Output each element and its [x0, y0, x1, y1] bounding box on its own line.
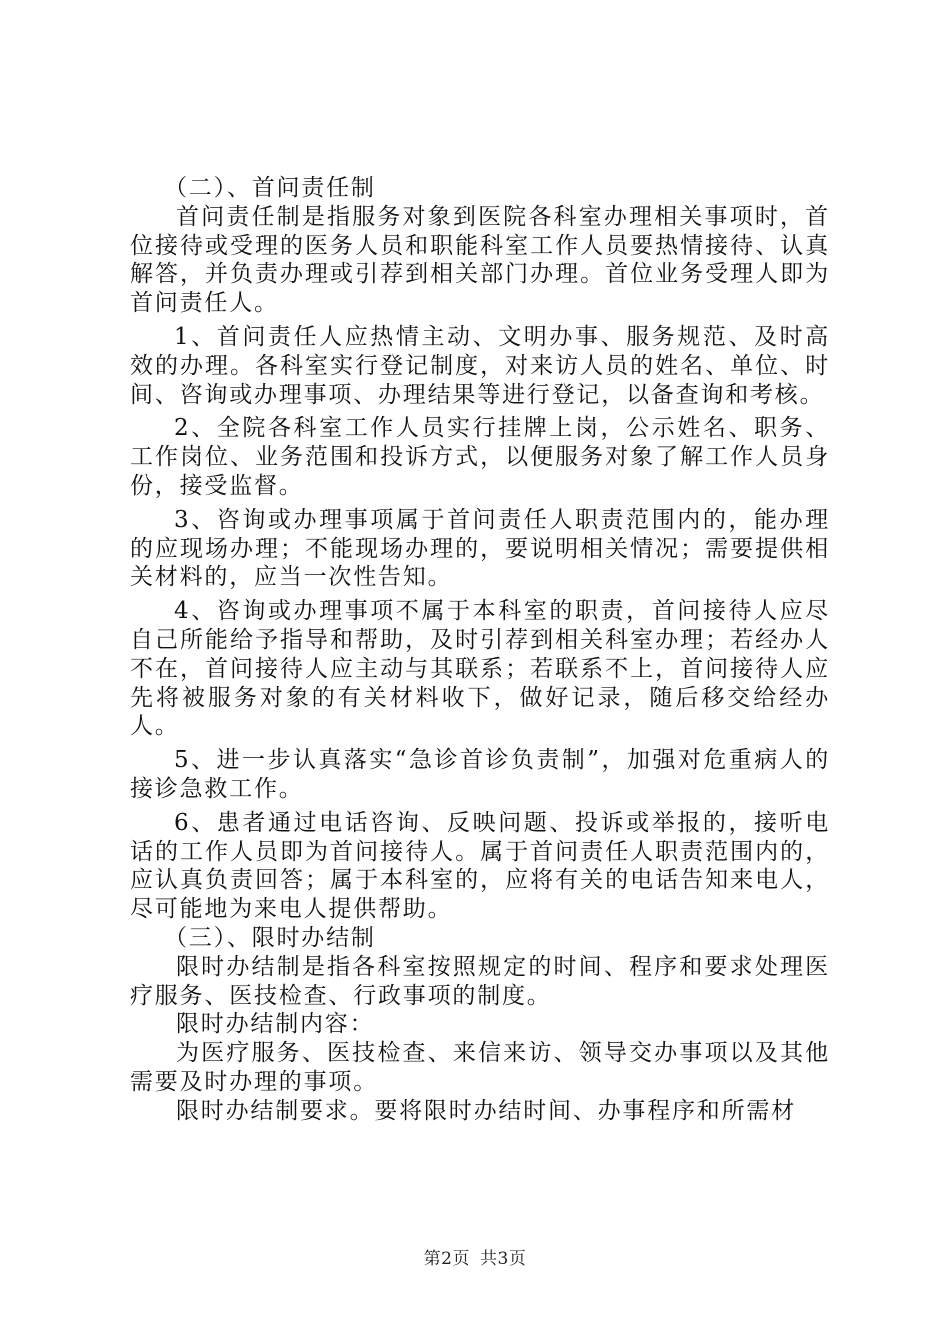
list-item-2: 2、全院各科室工作人员实行挂牌上岗，公示姓名、职务、工作岗位、业务范围和投诉方式，以便服务对象了解工作人员身份，接受监督。	[130, 415, 830, 499]
section-heading-first-inquiry: （二）、首问责任制	[164, 175, 376, 201]
paragraph-first-inquiry-definition: 首问责任制是指服务对象到医院各科室办理相关事项时，首位接待或受理的医务人员和职能科室工作人员要热情接待、认真解答，并负责办理或引荐到相关部门办理。首位业务受理人即为首问责任人。	[130, 203, 830, 317]
page-number: 第2页	[423, 1249, 470, 1269]
page-total: 共3页	[480, 1249, 527, 1269]
paragraph-time-limit-content: 为医疗服务、医技检查、来信来访、领导交办事项以及其他需要及时办理的事项。	[130, 1040, 830, 1095]
section-heading-time-limit: （三）、限时办结制	[164, 924, 376, 951]
paragraph-time-limit-definition: 限时办结制是指各科室按照规定的时间、程序和要求处理医疗服务、医技检查、行政事项的制度。	[130, 953, 830, 1009]
list-item-3: 3、咨询或办理事项属于首问责任人职责范围内的，能办理的应现场办理；不能现场办理的，要说明相关情况；需要提供相关材料的，应当一次性告知。	[130, 506, 830, 591]
document-body	[130, 174, 830, 1126]
paragraph-time-limit-content-label: 限时办结制内容：	[176, 1011, 375, 1038]
list-item-5: 5、进一步认真落实“急诊首诊负责制”，加强对危重病人的接诊急救工作。	[130, 747, 830, 802]
page-footer	[0, 1244, 950, 1269]
list-item-1: 1、首问责任人应热情主动、文明办事、服务规范、及时高效的办理。各科室实行登记制度，对来访人员的姓名、单位、时间、咨询或办理事项、办理结果等进行登记，以备查询和考核。	[130, 323, 830, 408]
paragraph-time-limit-requirements: 限时办结制要求。要将限时办结时间、办事程序和所需材	[176, 1097, 796, 1124]
list-item-4: 4、咨询或办理事项不属于本科室的职责，首问接待人应尽自己所能给予指导和帮助，及时引荐到相关科室办理；若经办人不在，首问接待人应主动与其联系；若联系不上，首问接待人应先将被服务对象的有关材料收下，做好记录，随后移交给经办人。	[130, 598, 830, 740]
list-item-6: 6、患者通过电话咨询、反映问题、投诉或举报的，接听电话的工作人员即为首问接待人。属于首问责任人职责范围内的，应认真负责回答；属于本科室的，应将有关的电话告知来电人，尽可能地为来电人提供帮助。	[130, 809, 830, 923]
